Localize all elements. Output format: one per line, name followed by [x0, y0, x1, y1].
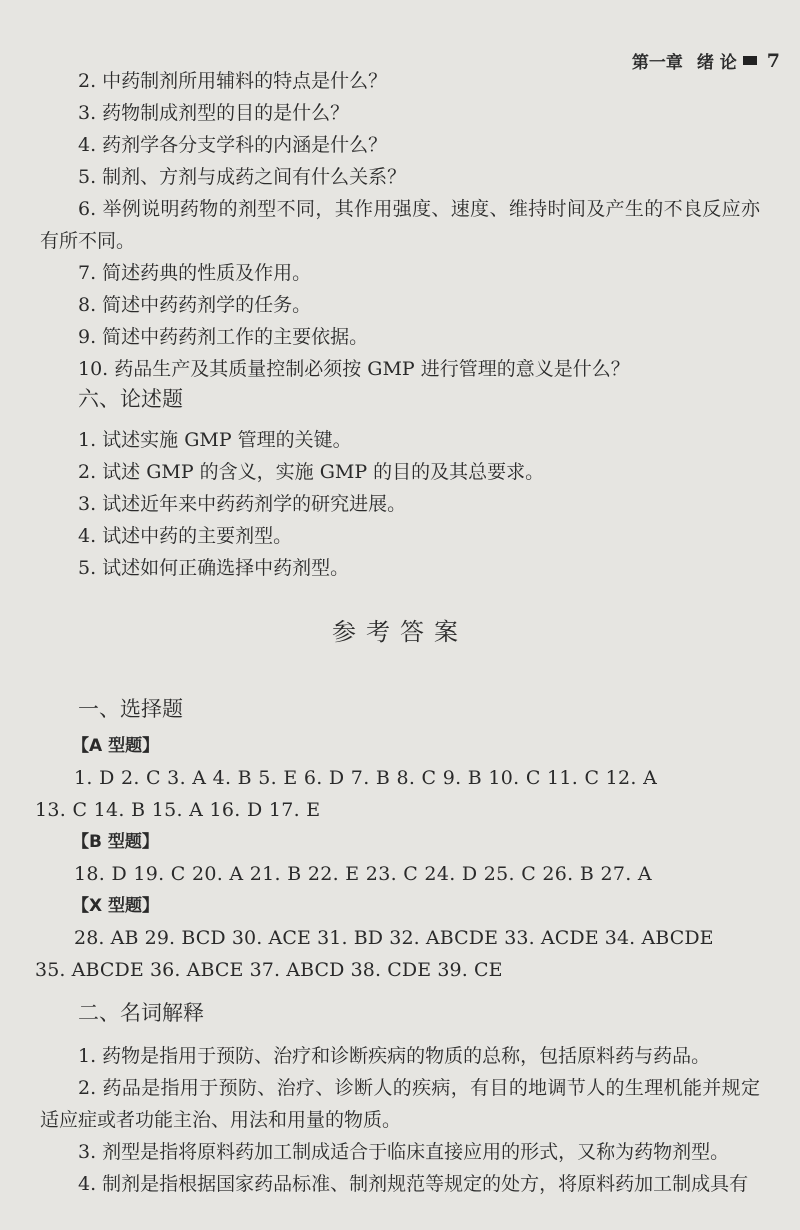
definition-heading: 二、名词解释	[78, 1001, 204, 1025]
header-bar-mark	[743, 56, 757, 65]
question-list	[40, 65, 760, 385]
essay-heading: 六、论述题	[78, 387, 183, 411]
question-5: 5. 制剂、方剂与成药之间有什么关系？	[78, 166, 407, 188]
answers-section	[35, 612, 760, 1200]
page-number: 7	[766, 49, 780, 72]
question-4: 4. 药剂学各分支学科的内涵是什么？	[78, 134, 388, 156]
definition-4: 4. 制剂是指根据国家药品标准、制剂规范等规定的处方，将原料药加工制成具有	[78, 1173, 749, 1195]
essay-section	[40, 380, 760, 584]
answer-line: 18. D 19. C 20. A 21. B 22. E 23. C 24. D 25. C 26. B 27. A	[74, 863, 652, 885]
essay-item: 4. 试述中药的主要剂型。	[78, 525, 293, 547]
essay-item: 3. 试述近年来中药药剂学的研究进展。	[78, 493, 407, 515]
definition-2: 2. 药品是指用于预防、治疗、诊断人的疾病，有目的地调节人的生理机能并规定适应症或者功能主治、用法和用量的物质。	[40, 1077, 760, 1131]
question-6: 6. 举例说明药物的剂型不同，其作用强度、速度、维持时间及产生的不良反应亦有所不同。	[40, 198, 760, 252]
definition-1: 1. 药物是指用于预防、治疗和诊断疾病的物质的总称，包括原料药与药品。	[78, 1045, 711, 1067]
type-a-label: 【A 型题】	[72, 736, 160, 756]
question-8: 8. 简述中药药剂学的任务。	[78, 294, 312, 316]
answer-line: 1. D 2. C 3. A 4. B 5. E 6. D 7. B 8. C 9. B 10. C 11. C 12. A	[74, 767, 658, 789]
choice-heading: 一、选择题	[78, 697, 183, 721]
question-3: 3. 药物制成剂型的目的是什么？	[78, 102, 350, 124]
question-7: 7. 简述药典的性质及作用。	[78, 262, 312, 284]
question-9: 9. 简述中药药剂工作的主要依据。	[78, 326, 369, 348]
answer-line: 35. ABCDE 36. ABCE 37. ABCD 38. CDE 39. CE	[35, 959, 503, 981]
type-b-label: 【B 型题】	[72, 832, 159, 852]
essay-item: 2. 试述 GMP 的含义，实施 GMP 的目的及其总要求。	[78, 461, 545, 483]
answer-line: 13. C 14. B 15. A 16. D 17. E	[35, 799, 321, 821]
answer-line: 28. AB 29. BCD 30. ACE 31. BD 32. ABCDE 33. ACDE 34. ABCDE	[74, 927, 714, 949]
type-x-label: 【X 型题】	[72, 896, 160, 916]
question-2: 2. 中药制剂所用辅料的特点是什么？	[78, 70, 388, 92]
essay-item: 1. 试述实施 GMP 管理的关键。	[78, 429, 352, 451]
definition-3: 3. 剂型是指将原料药加工制成适合于临床直接应用的形式，又称为药物剂型。	[78, 1141, 730, 1163]
chapter-label: 第一章	[631, 53, 683, 73]
question-10: 10. 药品生产及其质量控制必须按 GMP 进行管理的意义是什么？	[78, 358, 630, 380]
chapter-title: 绪 论	[696, 53, 737, 73]
essay-item: 5. 试述如何正确选择中药剂型。	[78, 557, 350, 579]
answers-heading: 参考答案	[332, 618, 468, 646]
